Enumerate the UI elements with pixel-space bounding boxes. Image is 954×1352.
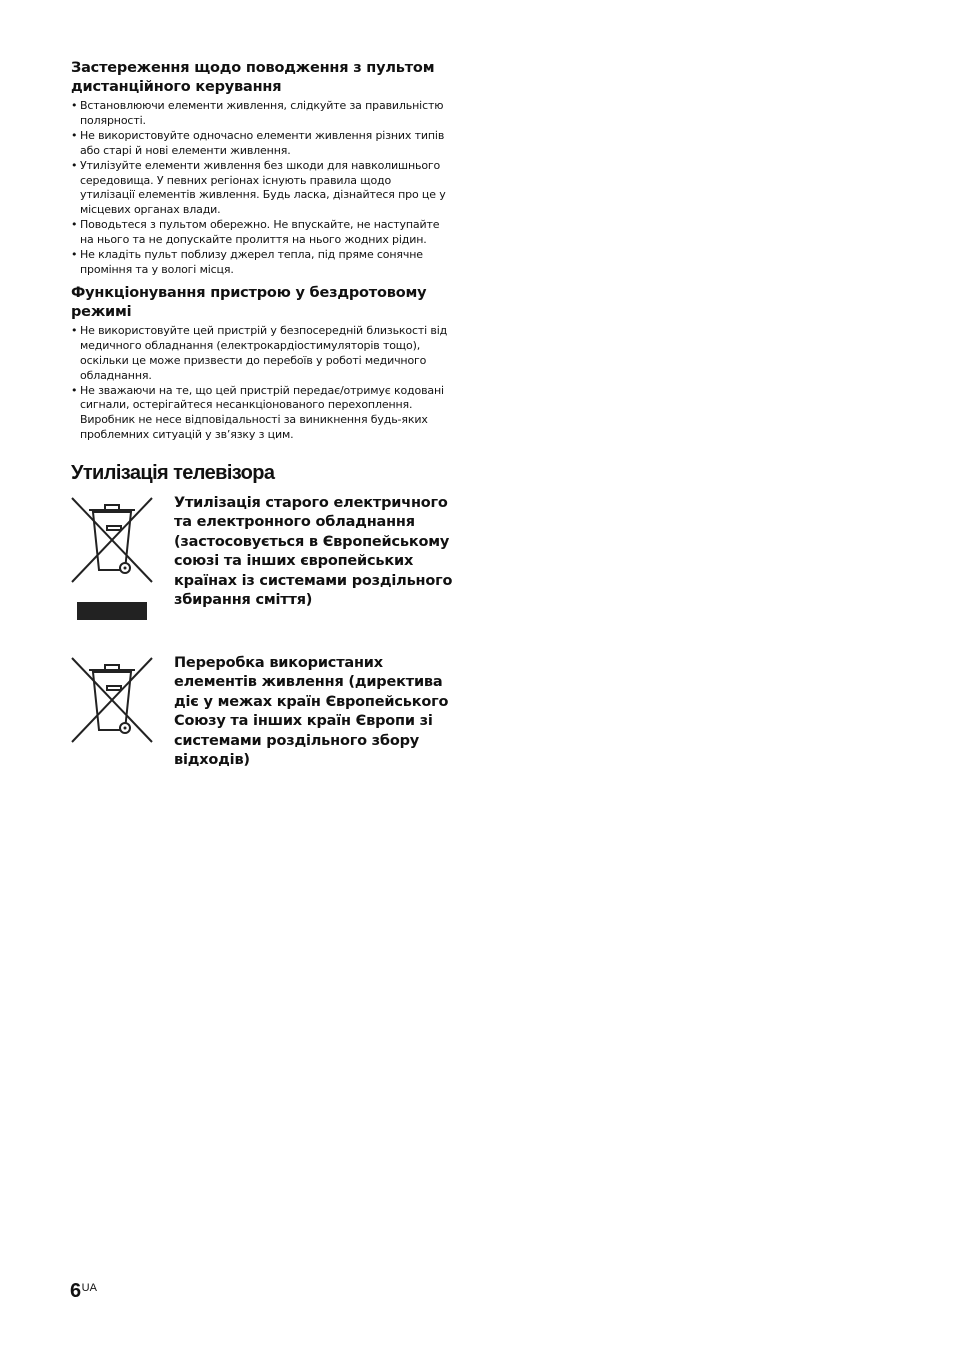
wireless-list	[71, 324, 449, 443]
remote-section	[71, 59, 449, 449]
page-number-value: 6	[70, 1280, 81, 1302]
list-item: • Не використовуйте одночасно елементи живлення різних типів або старі й нові елементи живлення.	[71, 129, 449, 159]
list-item: • Не використовуйте цей пристрій у безпосередній близькості від медичного обладнання (електрокардіостимуляторів тощо), оскільки це може призвести до перебоїв у роботі медичного обладнання.	[71, 324, 449, 384]
wireless-heading: Функціонування пристрою у бездротовому режимі	[71, 284, 427, 320]
list-item: • Не зважаючи на те, що цей пристрій передає/отримує кодовані сигнали, остерігайтеся несанкціонованого перехоплення. Виробник не несе відповідальності за виникнення будь-яких проблемних ситуацій у зв’язку з цим.	[71, 384, 449, 444]
crossed-bin-icon	[71, 654, 153, 750]
list-item: • Поводьтеся з пультом обережно. Не впускайте, не наступайте на нього та не допускайте пролиття на нього жодних рідин.	[71, 218, 449, 248]
remote-heading: Застереження щодо поводження з пультом дистанційного керування	[71, 60, 435, 95]
battery-text: Переробка використаних елементів живлення (директива діє у межах країн Європейського Союзу та інших країн Європи зі системами роздільного збору відходів)	[174, 655, 449, 769]
list-item: • Не кладіть пульт поблизу джерел тепла, під пряме сонячне проміння та у вологі місця.	[71, 248, 449, 278]
list-item: • Утилізуйте елементи живлення без шкоди для навколишнього середовища. У певних регіонах існують правила щодо утилізації елементів живлення. Будь ласка, дізнайтеся про це у місцевих органах влади.	[71, 159, 449, 219]
page-number	[70, 1280, 97, 1303]
crossed-bin-icon	[71, 494, 153, 626]
weee-text: Утилізація старого електричного та електронного обладнання (застосовується в Європейському союзі та інших європейських країнах із системами роздільного збирання сміття)	[174, 495, 453, 609]
list-item: • Встановлюючи елементи живлення, слідкуйте за правильністю полярності.	[71, 99, 449, 129]
page-number-suffix: UA	[81, 1282, 97, 1294]
remote-list	[71, 99, 449, 278]
disposal-title: Утилізація телевізора	[71, 462, 275, 484]
